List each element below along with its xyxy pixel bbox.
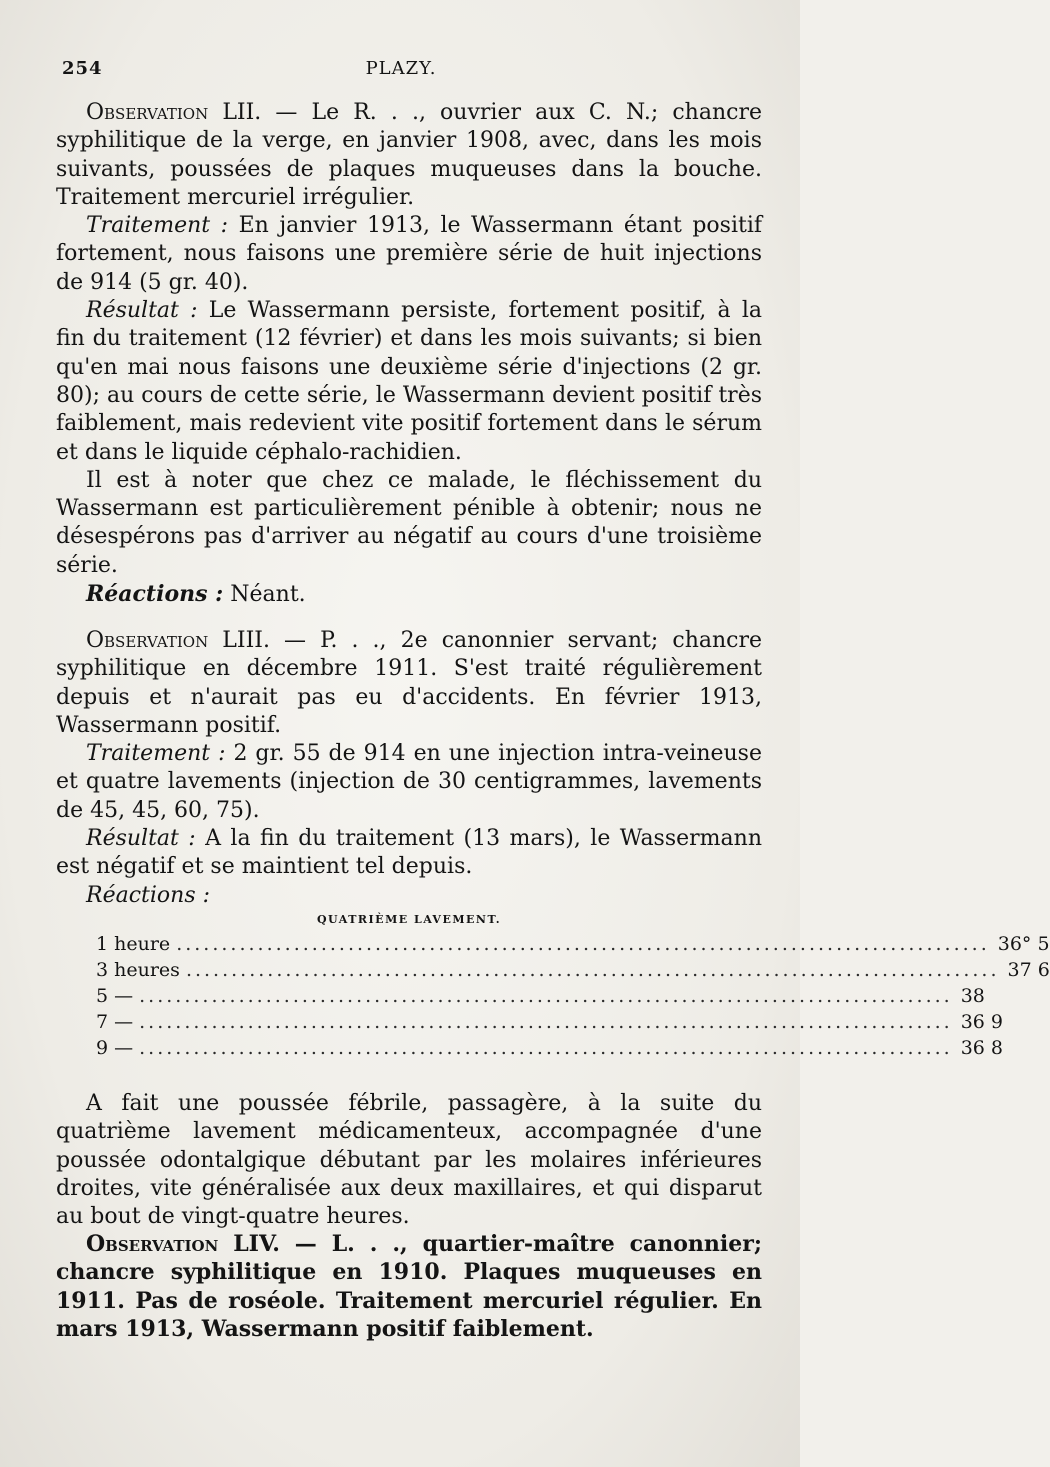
obs53-traitement-label: Traitement : bbox=[86, 741, 226, 767]
obs54-intro-paragraph bbox=[56, 1230, 762, 1343]
obs53-reactions-label: Réactions : bbox=[86, 882, 211, 908]
obs52-intro: — Le R. . ., ouvrier aux C. N.; chancre syphilitique de la verge, en janvier 1908, avec, dans les mois suivants, poussées de plaques muqueuses dans la bouche. Traitement mercuriel irrégulier. bbox=[56, 100, 762, 210]
obs52-resultat-text: Le Wassermann persiste, fortement positif, à la fin du traitement (12 février) et dans les mois suivants; si bien qu'en mai nous faisons une deuxième série d'injections (2 gr. 80); au cours de cette série, le Wassermann devient positif très faiblement, mais redevient vite positif fortement dans le sérum et dans le liquide céphalo-rachidien. bbox=[56, 298, 763, 465]
temperature-time: 9 — bbox=[96, 1037, 134, 1059]
temperature-value: 36 8 bbox=[960, 1037, 1004, 1059]
obs53-resultat-label: Résultat : bbox=[86, 826, 196, 852]
obs54-intro: — L. . ., quartier-maître canonnier; chancre syphilitique en 1910. Plaques muqueuses en 1911. Pas de roséole. Traitement mercuriel régulier. En mars 1913, Wassermann positif faiblement. bbox=[56, 1231, 762, 1342]
leader-dots: .......................................................................................... bbox=[185, 959, 1000, 981]
temperature-value: 36° 5 bbox=[997, 933, 1050, 955]
leader-dots: .......................................................................................... bbox=[139, 1037, 953, 1059]
obs53-intro: — P. . ., 2e canonnier servant; chancre syphilitique en décembre 1911. S'est traité régulièrement depuis et n'aurait pas eu d'accidents. En février 1913, Wassermann positif. bbox=[56, 628, 763, 738]
page-header bbox=[62, 58, 740, 88]
page-number: 254 bbox=[62, 58, 103, 79]
obs53-intro-paragraph bbox=[56, 627, 762, 740]
obs52-title: Observation LII. bbox=[86, 100, 262, 125]
obs52-reactions-text: Néant. bbox=[223, 582, 306, 608]
temperature-value: 38 bbox=[960, 985, 985, 1007]
obs53-resultat-paragraph bbox=[56, 825, 762, 882]
obs52-intro-paragraph bbox=[56, 99, 762, 212]
observation-52 bbox=[56, 99, 762, 609]
temperature-row bbox=[96, 1035, 1004, 1061]
temperature-row bbox=[96, 931, 1050, 957]
temperature-table bbox=[96, 931, 1050, 1061]
obs53-traitement-paragraph bbox=[56, 740, 762, 825]
obs53-conclusion bbox=[56, 1090, 762, 1231]
temperature-time: 5 — bbox=[96, 985, 134, 1007]
obs53-traitement-text: 2 gr. 55 de 914 en une injection intra-veineuse et quatre lavements (injection de 30 centigrammes, lavements de 45, 45, 60, 75). bbox=[56, 741, 762, 823]
obs52-traitement-text: En janvier 1913, le Wassermann étant positif fortement, nous faisons une première série de huit injections de 914 (5 gr. 40). bbox=[56, 213, 763, 295]
obs52-reactions-paragraph bbox=[56, 580, 762, 609]
temperature-time: 7 — bbox=[96, 1011, 134, 1033]
temperature-value: 37 6 bbox=[1007, 959, 1050, 981]
running-head: PLAZY. bbox=[365, 58, 437, 79]
temperature-row bbox=[96, 957, 1050, 983]
leader-dots: .......................................................................................... bbox=[176, 933, 990, 955]
obs52-reactions-label: Réactions : bbox=[86, 581, 224, 608]
temperature-time: 1 heure bbox=[96, 933, 171, 955]
temperature-row bbox=[96, 1009, 1004, 1035]
obs54-title: Observation LIV. bbox=[86, 1231, 280, 1257]
temperature-value: 36 9 bbox=[960, 1011, 1004, 1033]
obs53-conclusion-paragraph: A fait une poussée fébrile, passagère, à la suite du quatrième lavement médicamenteux, accompagnée d'une poussée odontalgique débutant par les molaires inférieures droites, vite généralisée aux deux maxillaires, et qui disparut au bout de vingt-quatre heures. bbox=[56, 1091, 762, 1230]
observation-54 bbox=[56, 1230, 762, 1343]
observation-53 bbox=[56, 627, 762, 910]
temperature-row bbox=[96, 983, 985, 1009]
obs52-traitement-label: Traitement : bbox=[86, 213, 229, 239]
leader-dots: .......................................................................................... bbox=[139, 1011, 953, 1033]
obs52-resultat-paragraph bbox=[56, 297, 762, 467]
obs53-title: Observation LIII. bbox=[86, 628, 270, 653]
obs52-traitement-paragraph bbox=[56, 212, 762, 297]
leader-dots: .......................................................................................... bbox=[139, 985, 953, 1007]
obs53-resultat-text: A la fin du traitement (13 mars), le Wassermann est négatif et se maintient tel depuis. bbox=[56, 826, 762, 880]
obs52-resultat-label: Résultat : bbox=[86, 298, 198, 324]
obs52-note-paragraph: Il est à noter que chez ce malade, le fléchissement du Wassermann est particulièrement pénible à obtenir; nous ne désespérons pas d'arriver au négatif au cours d'une troisième série. bbox=[56, 467, 762, 578]
obs53-reactions-paragraph bbox=[56, 882, 762, 910]
temperature-time: 3 heures bbox=[96, 959, 180, 981]
temperature-table-title: QUATRIÈME LAVEMENT. bbox=[316, 913, 502, 926]
